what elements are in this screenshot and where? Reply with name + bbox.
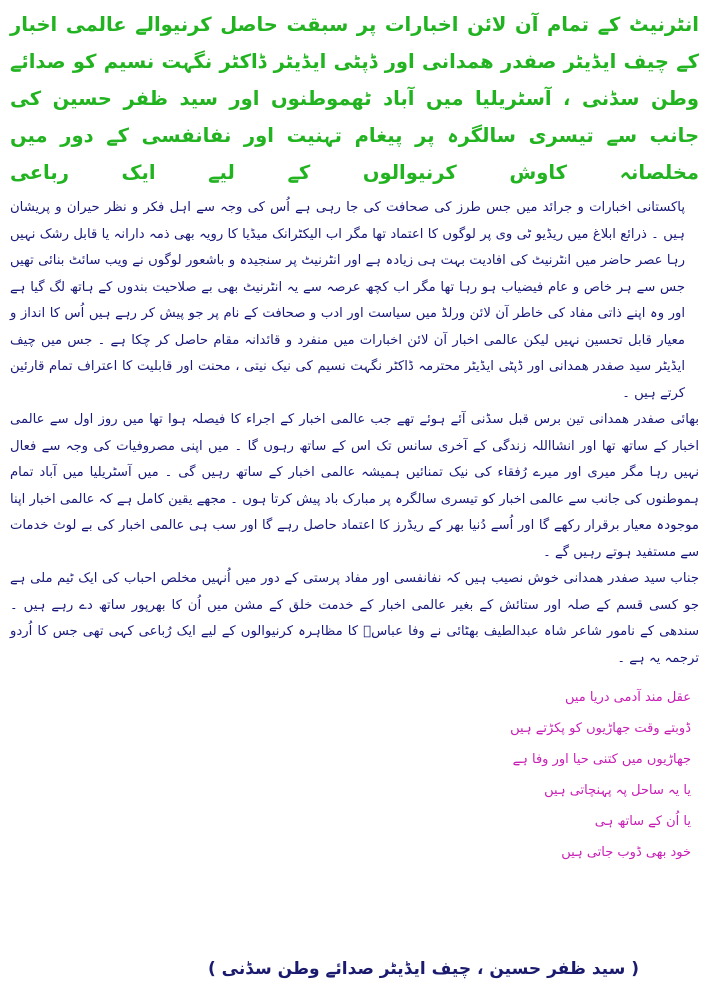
paragraph-3: جناب سید صفدر ھمدانی خوش نصیب ہیں کہ نفانفسی اور مفاد پرستی کے دور میں اُنہیں مخلص احباب کی ایک ٹیم ملی ہے جو کسی قسم کے صلہ اور ستائش کے بغیر عالمی اخبار کے خدمت خلق کے مشن میں اُن کا بھرپور ساتھ دے رہے ہیں ۔ سندھی کے نامور شاعر شاہ عبدالطیف بھٹائی نے وفا عباسؑ کا مظاہرہ کرنیوالوں کے لیے ایک رُباعی کہی تھی جس کا اُردو ترجمہ یہ ہے ۔ [10, 571, 699, 666]
poem-line: جھاڑیوں میں کتنی حیا اور وفا ہے [512, 752, 691, 767]
poem-line: یا یہ ساحل پہ پہنچاتی ہیں [544, 783, 691, 798]
paragraph-1: پاکستانی اخبارات و جرائد میں جس طرز کی صحافت کی جا رہی ہے اُس کی وجہ سے اہل فکر و نظر حیران و پریشان ہیں ۔ ذرائع ابلاغ میں ریڈیو ٹی وی پر لوگوں کا اعتماد تھا مگر اب الیکٹرانک میڈیا کا رویہ بھی ذمہ دارانہ یا قابل رشک نہیں رہا عصر حاضر میں انٹرنیٹ کی افادیت بہت ہی زیادہ ہے اور انٹرنیٹ پر سنجیدہ و باشعور لوگوں نے ویب سائٹ بنائی تھیں جس سے ہر خاص و عام فیضیاب ہو رہا تھا مگر اب کچھ عرصہ سے یہ انٹرنیٹ بھی بے صلاحیت بندوں کے ہاتھ لگ گیا ہے اور وہ اپنے ذاتی مفاد کی خاطر آن لائن ورلڈ میں سیاست اور ادب و صحافت کے نام پر جو پیش کر رہے ہیں اُس کا انداز و معیار قابل تحسین نہیں لیکن عالمی اخبار آن لائن اخبارات میں منفرد و قائدانہ مقام حاصل کر چکا ہے ۔ جس میں چیف ایڈیٹر سید صفدر ھمدانی اور ڈپٹی ایڈیٹر محترمہ ڈاکٹر نگہت نسیم کی نیک نیتی ، محنت اور قابلیت کا اعتراف تمام قارئین کرتے ہیں ۔ [10, 200, 685, 401]
paragraph-2: بھائی صفدر ھمدانی تین برس قبل سڈنی آئے ہوئے تھے جب عالمی اخبار کے اجراء کا فیصلہ ہوا تھا میں روز اول سے عالمی اخبار کے ساتھ تھا اور انشااللہ زندگی کے آخری سانس تک اس کے ساتھ رہوں گا ۔ میں اپنی مصروفیات کی وجہ سے فعال نہیں رہا مگر میری اور میرے رُفقاء کی نیک تمنائیں ہمیشہ عالمی اخبار کے ساتھ رہیں گی ۔ میں آسٹریلیا میں آباد تمام ہموطنوں کی جانب سے عالمی اخبار کو تیسری سالگرہ پر مبارک باد پیش کرتا ہوں ۔ مجھے یقین کامل ہے کہ عالمی اخبار اپنا موجودہ معیار برقرار رکھے گا اور اُسے دُنیا بھر کے ریڈرز کا اعتماد حاصل رہے گا اور سب ہی عالمی اخبار کی بے لوث خدمات سے مستفید ہوتے رہیں گے ۔ [10, 412, 699, 560]
poem-line: یا اُن کے ساتھ ہی [594, 814, 691, 829]
article-headline: انٹرنیٹ کے تمام آن لائن اخبارات پر سبقت حاصل کرنیوالے عالمی اخبار کے چیف ایڈیٹر صفدر ھمدانی اور ڈپٹی ایڈیٹر ڈاکٹر نگہت نسیم کو صدائے وطن سڈنی ، آسٹریلیا میں آباد ٹھموطنوں اور سید ظفر حسین کی جانب سے تیسری سالگرہ پر پیغام تہنیت اور نفانفسی کے دور میں مخلصانہ کاوش کرنیوالوں کے لیے ایک رباعی [10, 13, 699, 184]
poem-line: عقل مند آدمی دریا میں [564, 690, 691, 705]
author-signature: ( سید ظفر حسین ، چیف ایڈیٹر صدائے وطن سڈنی ) [207, 959, 639, 979]
article-body [10, 195, 699, 672]
ruba-i-poem [10, 682, 699, 868]
poem-line: ڈوبتے وقت جھاڑیوں کو پکڑتے ہیں [510, 721, 691, 736]
poem-line: خود بھی ڈوب جاتی ہیں [561, 845, 691, 860]
